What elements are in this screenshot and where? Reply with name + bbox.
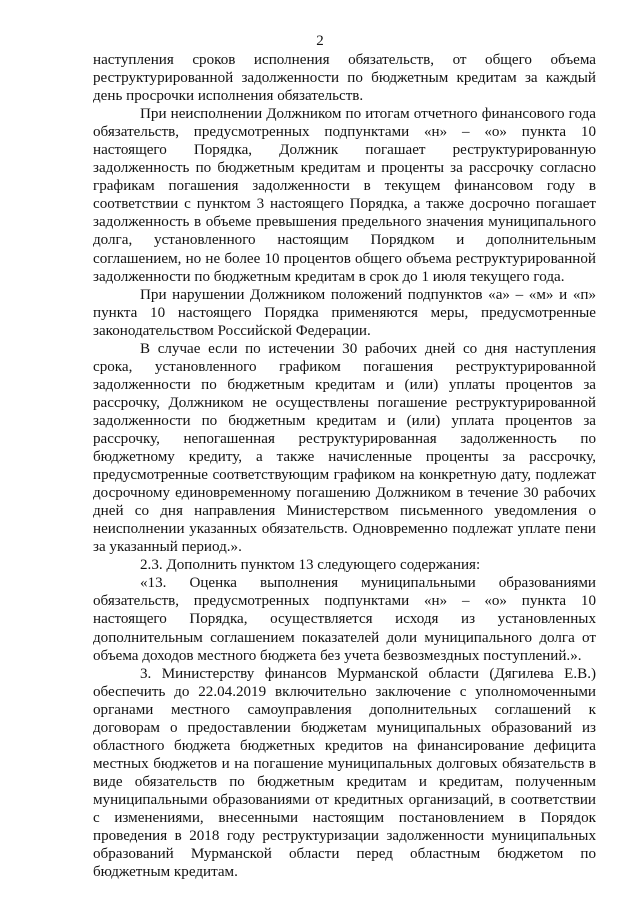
paragraph-early-repayment: В случае если по истечении 30 рабочих дней со дня наступления срока, установленного графиком погашения реструктурированной задолженности по бюджетным кредитам и (или) уплаты процентов за рассрочку, Должником не осуществлены погашение реструктурированной задолженности по бюджетным кредитам и (или) уплата процентов за рассрочку, непогашенная реструктурированная задолженность по бюджетному кредиту, а также начисленные проценты за рассрочку, предусмотренные соответствующим графиком на конкретную дату, подлежат досрочному единовременному погашению Должником в течение 30 рабочих дней со дня направления Министерством письменного уведомления о неисполнении указанных обязательств. Одновременно подлежат уплате пени за указанный период.». (93, 340, 596, 556)
paragraph-continuation: наступления сроков исполнения обязательств, от общего объема реструктурированной задолженности по бюджетным кредитам за каждый день просрочки исполнения обязательств. (93, 52, 596, 105)
paragraph-amendment-2-3: 2.3. Дополнить пунктом 13 следующего содержания: (140, 557, 481, 574)
paragraph-ministry-instruction: 3. Министерству финансов Мурманской области (Дягилева Е.В.) обеспечить до 22.04.2019 включительно заключение с уполномоченными органами местного самоуправления дополнительных соглашений к договорам о предоставлении бюджетам муниципальных образований из областного бюджета бюджетных кредитов на финансирование дефицита местных бюджетов и на погашение муниципальных долговых обязательств в виде обязательств по бюджетным кредитам и кредитам, полученным муниципальными образованиями от кредитных организаций, в соответствии с изменениями, внесенными настоящим постановлением в Порядок проведения в 2018 году реструктуризации задолженности муниципальных образований Мурманской области перед областным бюджетом по бюджетным кредитам. (93, 665, 596, 881)
paragraph-point-13: «13. Оценка выполнения муниципальными образованиями обязательств, предусмотренных подпунктами «н» – «о» пункта 10 настоящего Порядка, осуществляется исходя из установленных дополнительным соглашением показателей доли муниципального долга от объема доходов местного бюджета без учета безвозмездных поступлений.». (93, 575, 596, 664)
page-number: 2 (316, 33, 324, 49)
paragraph-nonfulfillment: При неисполнении Должником по итогам отчетного финансового года обязательств, предусмотренных подпунктами «н» – «о» пункта 10 настоящего Порядка, Должник погашает реструктурированную задолженность по бюджетным кредитам и проценты за рассрочку согласно графикам погашения задолженности в текущем финансовом году в соответствии с пунктом 3 настоящего Порядка, а также досрочно погашает задолженность в объеме превышения предельного значения муниципального долга, установленного настоящим Порядком и дополнительным соглашением, но не более 10 процентов общего объема реструктурированной задолженности по бюджетным кредитам в срок до 1 июля текущего года. (93, 106, 596, 285)
paragraph-violation-measures: При нарушении Должником положений подпунктов «а» – «м» и «п» пункта 10 настоящего Порядка применяются меры, предусмотренные законодательством Российской Федерации. (93, 286, 596, 339)
document-body (93, 51, 596, 881)
